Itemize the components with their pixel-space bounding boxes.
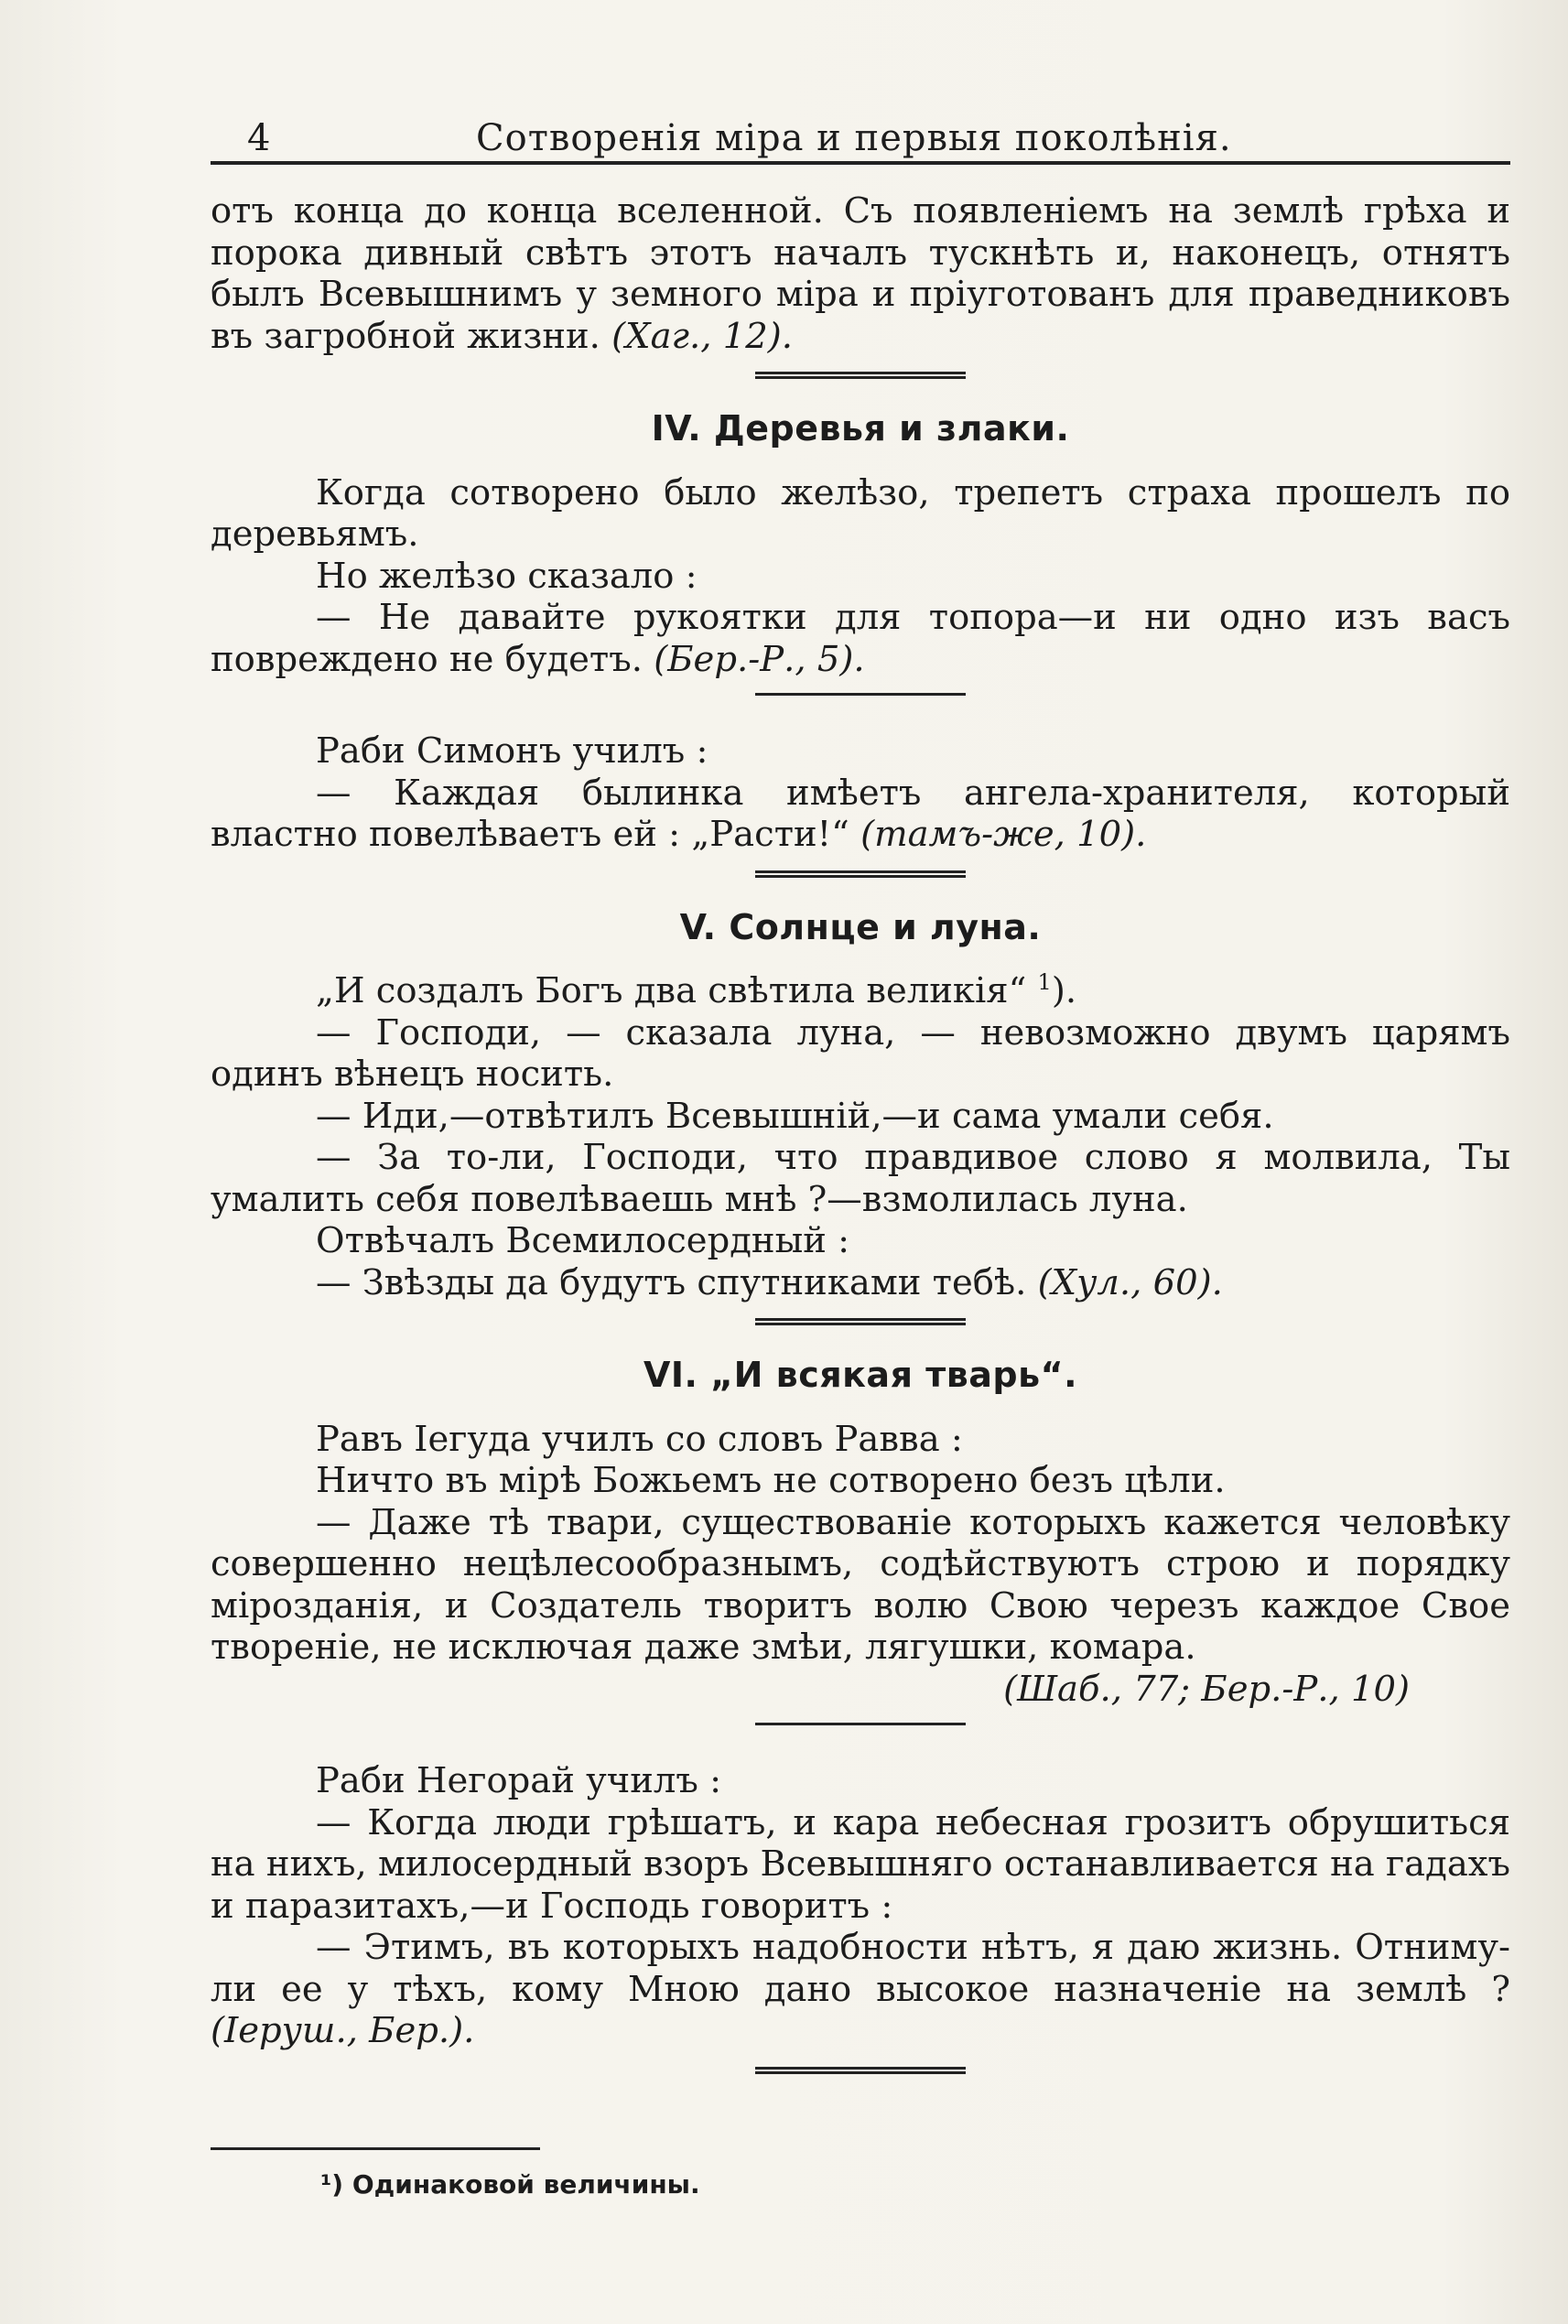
s6-paragraph-6: — Этимъ, въ которыхъ надобности нѣтъ, я даю жизнь. Отниму-ли ее у тѣхъ, кому Мною дано высокое назначеніе на землѣ ? (Іеруш., Бер.). <box>211 1927 1510 2051</box>
s4-paragraph-2: Но желѣзо сказало : <box>316 555 697 597</box>
s4-paragraph-4: Раби Симонъ училъ : <box>316 730 708 772</box>
footnote-text: Одинаковой величины. <box>351 2169 700 2200</box>
footnote-ref[interactable]: 1 <box>1037 969 1052 996</box>
single-divider <box>755 693 966 696</box>
s4-source-1: (Бер.-Р., 5). <box>654 638 865 680</box>
s5-paragraph-4: — За то-ли, Господи, что правдивое слово я молвила, Ты умалить себя повелѣваешь мнѣ ?—взмолилась луна. <box>211 1137 1510 1220</box>
s6-paragraph-3: — Даже тѣ твари, существованіе которыхъ кажется человѣку совершенно нецѣлесообразнымъ, содѣйствуютъ строю и порядку мірозданія, и Создатель творитъ волю Свою черезъ каждое Свое твореніе, не исключая даже змѣи, лягушки, комара. <box>211 1501 1510 1668</box>
single-divider <box>755 1723 966 1725</box>
double-divider <box>755 1318 966 1325</box>
header-rule <box>211 161 1510 165</box>
s4-source-2: (тамъ-же, 10). <box>860 814 1147 855</box>
s6-paragraph-4: Раби Негорай училъ : <box>316 1760 722 1801</box>
section-4-heading: IV. Деревья и злаки. <box>651 408 1070 449</box>
s5-paragraph-6: — Звѣзды да будутъ спутниками тебѣ. (Хул., 60). <box>316 1261 1223 1303</box>
double-divider <box>755 870 966 878</box>
s5-paragraph-1: „И создалъ Богъ два свѣтила великія“ $^1$). <box>316 969 1077 1011</box>
running-title: Сотворенія міра и первыя поколѣнія. <box>476 117 1232 159</box>
section-6-heading: VI. „И всякая тварь“. <box>643 1355 1078 1395</box>
s4-paragraph-1: Когда сотворено было желѣзо, трепетъ страха прошелъ по деревьямъ. <box>211 471 1510 555</box>
intro-source: (Хаг., 12). <box>611 315 793 357</box>
s6-paragraph-5: — Когда люди грѣшатъ, и кара небесная грозитъ обрушиться на нихъ, милосердный взоръ Всевышняго останавливается на гадахъ и паразитахъ,—и Господь говоритъ : <box>211 1801 1510 1927</box>
s5-paragraph-5: Отвѣчалъ Всемилосердный : <box>316 1220 850 1261</box>
intro-paragraph: отъ конца до конца вселенной. Съ появленіемъ на землѣ грѣха и порока дивный свѣтъ этотъ началъ тускнѣть и, наконецъ, отнятъ былъ Всевышнимъ у земного міра и пріуготованъ для праведниковъ въ загробной жизни. (Хаг., 12). <box>211 190 1510 357</box>
footnote <box>320 2169 700 2200</box>
s5-paragraph-2: — Господи, — сказала луна, — невозможно двумъ царямъ одинъ вѣнецъ носить. <box>211 1011 1510 1095</box>
s6-source-1: (Шаб., 77; Бер.-Р., 10) <box>1003 1668 1410 1710</box>
page-body <box>211 190 1510 2102</box>
s5-paragraph-3: — Иди,—отвѣтилъ Всевышній,—и сама умали себя. <box>316 1095 1274 1137</box>
footnote-marker: ¹) <box>320 2169 344 2200</box>
s4-paragraph-3: — Не давайте рукоятки для топора—и ни одно изъ васъ повреждено не будетъ. (Бер.-Р., 5). <box>211 597 1510 680</box>
s6-paragraph-1: Равъ Іегуда училъ со словъ Равва : <box>316 1418 963 1460</box>
section-5-heading: V. Солнце и луна. <box>679 906 1042 947</box>
double-divider <box>755 372 966 379</box>
footnote-rule <box>211 2147 540 2150</box>
running-header <box>211 112 1510 167</box>
s5-source: (Хул., 60). <box>1037 1261 1223 1303</box>
double-divider <box>755 2067 966 2074</box>
s6-paragraph-2: Ничто въ мірѣ Божьемъ не сотворено безъ цѣли. <box>316 1460 1226 1501</box>
s4-paragraph-5: — Каждая былинка имѣетъ ангела-хранителя, который властно повелѣваетъ ей : „Расти!“ (тамъ-же, 10). <box>211 772 1510 855</box>
s6-source-2: (Іеруш., Бер.). <box>211 2010 475 2051</box>
page-number: 4 <box>247 117 271 159</box>
